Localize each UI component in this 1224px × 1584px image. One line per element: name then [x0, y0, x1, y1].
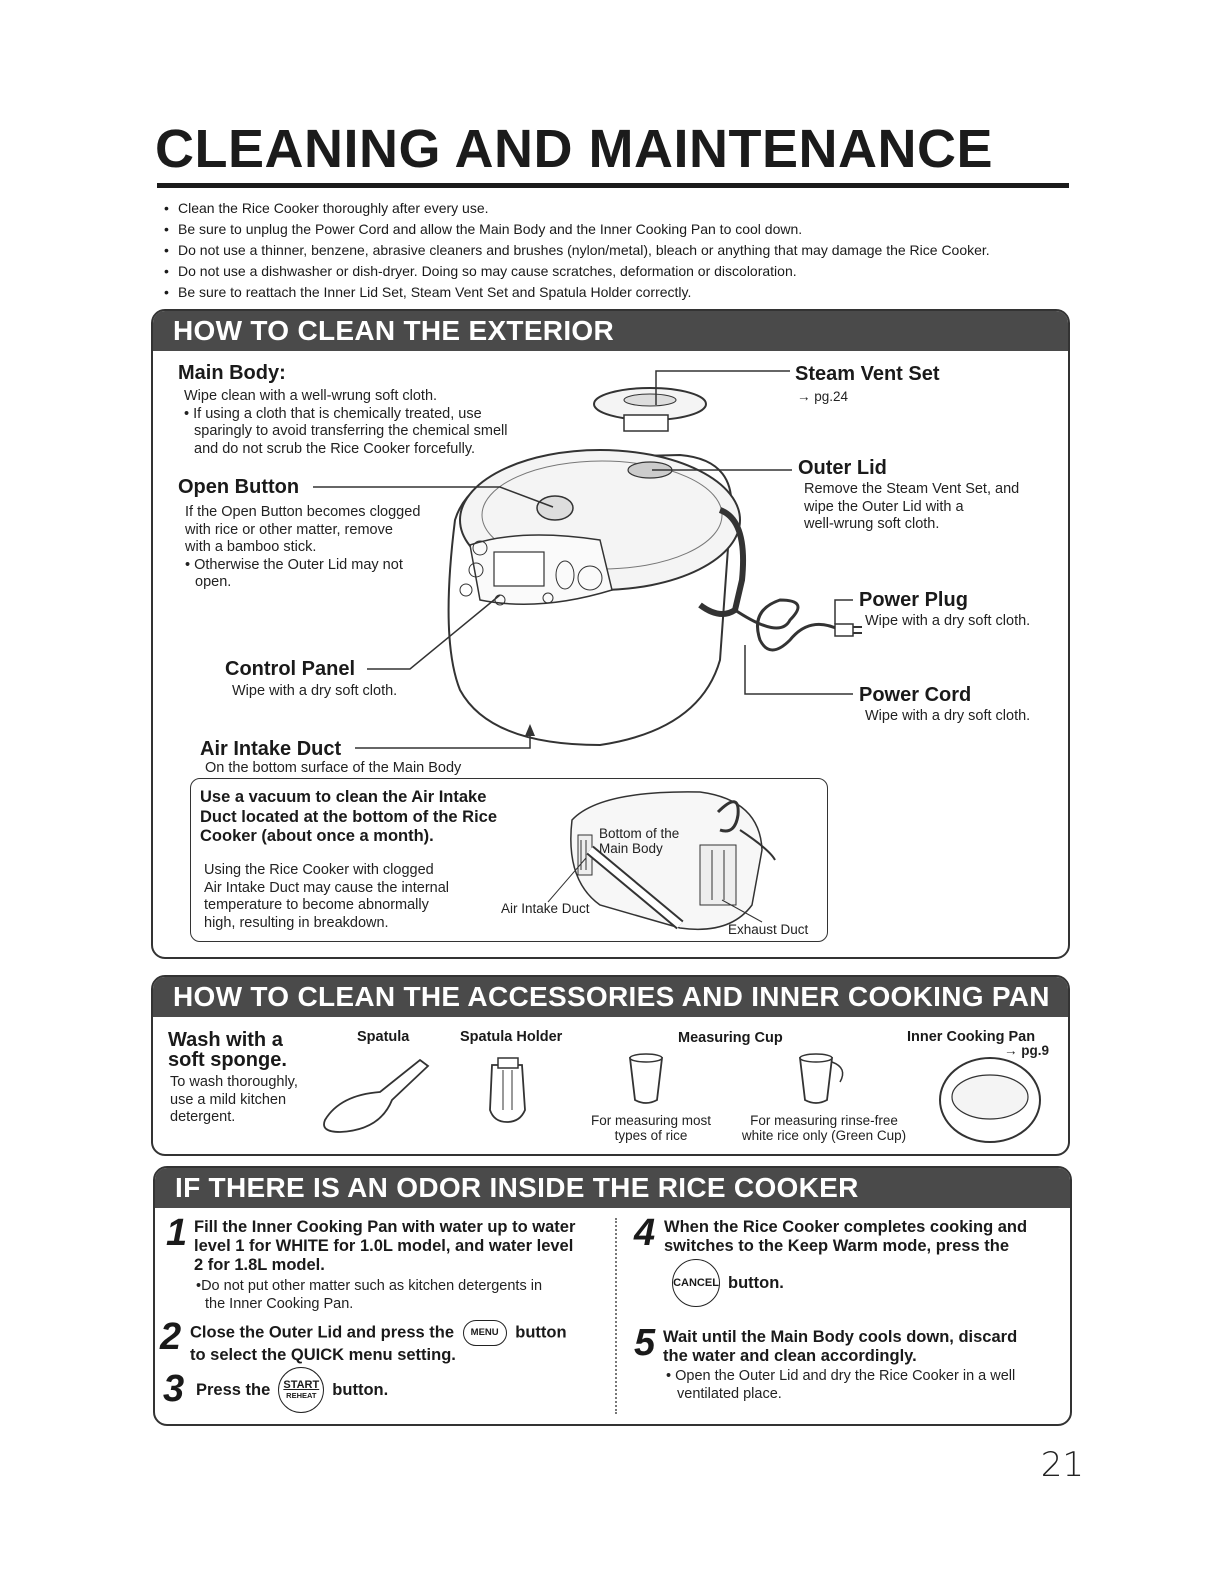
main-body-bullet: • If using a cloth that is chemically treated, use — [184, 405, 482, 422]
outer-lid-line: wipe the Outer Lid with a — [804, 498, 964, 515]
spatula-label: Spatula — [357, 1029, 410, 1045]
step-4-part: button. — [728, 1273, 784, 1292]
step-2-part: Close the Outer Lid and press the — [190, 1323, 455, 1342]
vacuum-text-line: high, resulting in breakdown. — [204, 914, 389, 931]
step-3-part: button. — [332, 1380, 389, 1399]
open-button-line: with a bamboo stick. — [185, 539, 317, 555]
measuring-cup-label: Measuring Cup — [678, 1030, 783, 1046]
step-5-line: Wait until the Main Body cools down, discard — [663, 1328, 1018, 1346]
exhaust-duct-callout: Exhaust Duct — [728, 922, 809, 937]
odor-banner: IF THERE IS AN ODOR INSIDE THE RICE COOKER — [155, 1168, 1070, 1208]
vacuum-text-line: temperature to become abnormally — [204, 897, 429, 913]
step-2-line — [190, 1320, 567, 1346]
vacuum-text-line: Using the Rice Cooker with clogged — [204, 862, 434, 878]
control-panel-text: Wipe with a dry soft cloth. — [232, 683, 398, 699]
step-1-line: Fill the Inner Cooking Pan with water up to water — [194, 1218, 576, 1236]
step-3-number: 3 — [163, 1368, 185, 1410]
inner-pan-ref: → pg.9 — [1004, 1043, 1050, 1058]
step-5-line: the water and clean accordingly. — [663, 1347, 917, 1365]
cup-caption-line: types of rice — [614, 1128, 688, 1143]
main-body-label: Main Body: — [178, 362, 286, 384]
air-intake-duct-callout: Air Intake Duct — [501, 901, 590, 916]
step-5-note-line: ventilated place. — [677, 1385, 782, 1402]
main-body-line: Wipe clean with a well-wrung soft cloth. — [184, 388, 438, 404]
step-5-note-text: Open the Outer Lid and dry the Rice Cooker in a well — [675, 1368, 1016, 1384]
bottom-label-line: Main Body — [599, 841, 663, 856]
step-5-note-line: • Open the Outer Lid and dry the Rice Cooker in a well — [666, 1368, 1016, 1384]
accessories-banner: HOW TO CLEAN THE ACCESSORIES AND INNER COOKING PAN — [153, 977, 1068, 1017]
wash-text-line: detergent. — [170, 1109, 236, 1125]
odor-column-divider — [615, 1218, 617, 1414]
open-button-label: Open Button — [178, 476, 300, 498]
step-1-number: 1 — [166, 1212, 188, 1254]
step-4-number: 4 — [634, 1212, 656, 1254]
cup-rinse-free-caption — [736, 1113, 912, 1143]
step-5-note — [666, 1368, 1015, 1403]
step-1-note-line: •Do not put other matter such as kitchen detergents in — [196, 1278, 543, 1294]
vacuum-text-line: Air Intake Duct may cause the internal — [204, 879, 450, 896]
bullet-item: • Do not use a dishwasher or dish-dryer. Doing so may cause scratches, deformation or discoloration. — [162, 261, 990, 282]
menu-button-icon: MENU — [463, 1320, 507, 1346]
step-5-number: 5 — [634, 1322, 656, 1364]
vacuum-heading-line: Cooker (about once a month). — [200, 827, 434, 845]
step-2-text — [190, 1320, 567, 1365]
inner-pan-label: Inner Cooking Pan — [907, 1029, 1036, 1045]
wash-text-line: use a mild kitchen — [170, 1091, 287, 1108]
cancel-button-icon: CANCEL — [672, 1259, 720, 1307]
step-3-text — [196, 1367, 388, 1413]
steam-vent-ref: → pg.24 — [797, 389, 849, 404]
power-plug-label: Power Plug — [859, 589, 968, 611]
spatula-holder-label: Spatula Holder — [460, 1029, 563, 1045]
steam-vent-label: Steam Vent Set — [795, 363, 940, 385]
bullet-item: • Clean the Rice Cooker thoroughly after every use. — [162, 198, 990, 219]
step-4-button-line — [672, 1259, 784, 1307]
step-1-text — [194, 1218, 575, 1275]
open-button-bullet-text: Otherwise the Outer Lid may not — [194, 556, 403, 573]
open-button-bullet-line: open. — [195, 574, 232, 590]
start-label: START — [283, 1379, 320, 1391]
main-body-bullet-text: If using a cloth that is chemically treated, use — [193, 405, 482, 422]
step-1-line: level 1 for WHITE for 1.0L model, and water level — [194, 1237, 574, 1255]
main-body-bullet-line: and do not scrub the Rice Cooker forcefully. — [194, 440, 476, 457]
bullet-item: • Do not use a thinner, benzene, abrasive cleaners and brushes (nylon/metal), bleach or anything that may damage the Rice Cooker. — [162, 240, 990, 261]
bottom-label-line: Bottom of the — [599, 826, 680, 841]
page-number: 21 — [1040, 1445, 1084, 1485]
step-1-note-text: Do not put other matter such as kitchen detergents in — [201, 1278, 543, 1294]
open-button-line: If the Open Button becomes clogged — [185, 504, 421, 520]
vacuum-heading-line: Use a vacuum to clean the Air Intake — [200, 788, 487, 806]
vacuum-heading-line: Duct located at the bottom of the Rice — [200, 807, 498, 826]
power-cord-text: Wipe with a dry soft cloth. — [865, 708, 1031, 724]
wash-heading-line: soft sponge. — [168, 1049, 287, 1071]
step-4-line: When the Rice Cooker completes cooking and — [664, 1218, 1028, 1236]
control-panel-label: Control Panel — [225, 658, 356, 680]
air-intake-label: Air Intake Duct — [200, 738, 342, 760]
power-plug-text: Wipe with a dry soft cloth. — [865, 613, 1031, 629]
outer-lid-line: well-wrung soft cloth. — [804, 516, 940, 532]
step-2-number: 2 — [160, 1316, 182, 1358]
exterior-banner: HOW TO CLEAN THE EXTERIOR — [153, 311, 1068, 351]
step-1-line: 2 for 1.8L model. — [194, 1256, 325, 1274]
bullet-item: • Be sure to reattach the Inner Lid Set, Steam Vent Set and Spatula Holder correctly. — [162, 282, 990, 303]
wash-heading-line: Wash with a — [168, 1029, 283, 1051]
cup-caption-line: white rice only (Green Cup) — [741, 1128, 907, 1143]
open-button-line: with rice or other matter, remove — [185, 521, 393, 538]
step-3-part: Press the — [196, 1380, 271, 1399]
open-button-bullet: • Otherwise the Outer Lid may not — [185, 556, 403, 573]
step-4-text — [664, 1218, 1027, 1256]
bullet-item: • Be sure to unplug the Power Cord and allow the Main Body and the Inner Cooking Pan to cool down. — [162, 219, 990, 240]
wash-text-line: To wash thoroughly, — [170, 1074, 298, 1090]
step-4-line: switches to the Keep Warm mode, press the — [664, 1237, 1010, 1255]
power-cord-label: Power Cord — [859, 684, 972, 706]
reheat-label: REHEAT — [286, 1391, 317, 1400]
start-reheat-button-icon — [278, 1367, 324, 1413]
step-1-note — [196, 1278, 542, 1313]
step-5-text — [663, 1328, 1017, 1366]
cup-most-rice-caption — [588, 1113, 714, 1143]
step-1-note-line: the Inner Cooking Pan. — [205, 1295, 354, 1312]
step-2-line: to select the QUICK menu setting. — [190, 1346, 456, 1364]
step-2-part: button — [515, 1323, 567, 1342]
cup-caption-line: For measuring most — [590, 1113, 712, 1128]
page-title: CLEANING AND MAINTENANCE — [155, 119, 993, 179]
cup-caption-line: For measuring rinse-free — [750, 1113, 898, 1128]
air-intake-text: On the bottom surface of the Main Body — [205, 760, 462, 776]
outer-lid-label: Outer Lid — [798, 457, 887, 479]
main-body-bullet-line: sparingly to avoid transferring the chemical smell — [194, 423, 508, 439]
outer-lid-line: Remove the Steam Vent Set, and — [804, 481, 1020, 497]
